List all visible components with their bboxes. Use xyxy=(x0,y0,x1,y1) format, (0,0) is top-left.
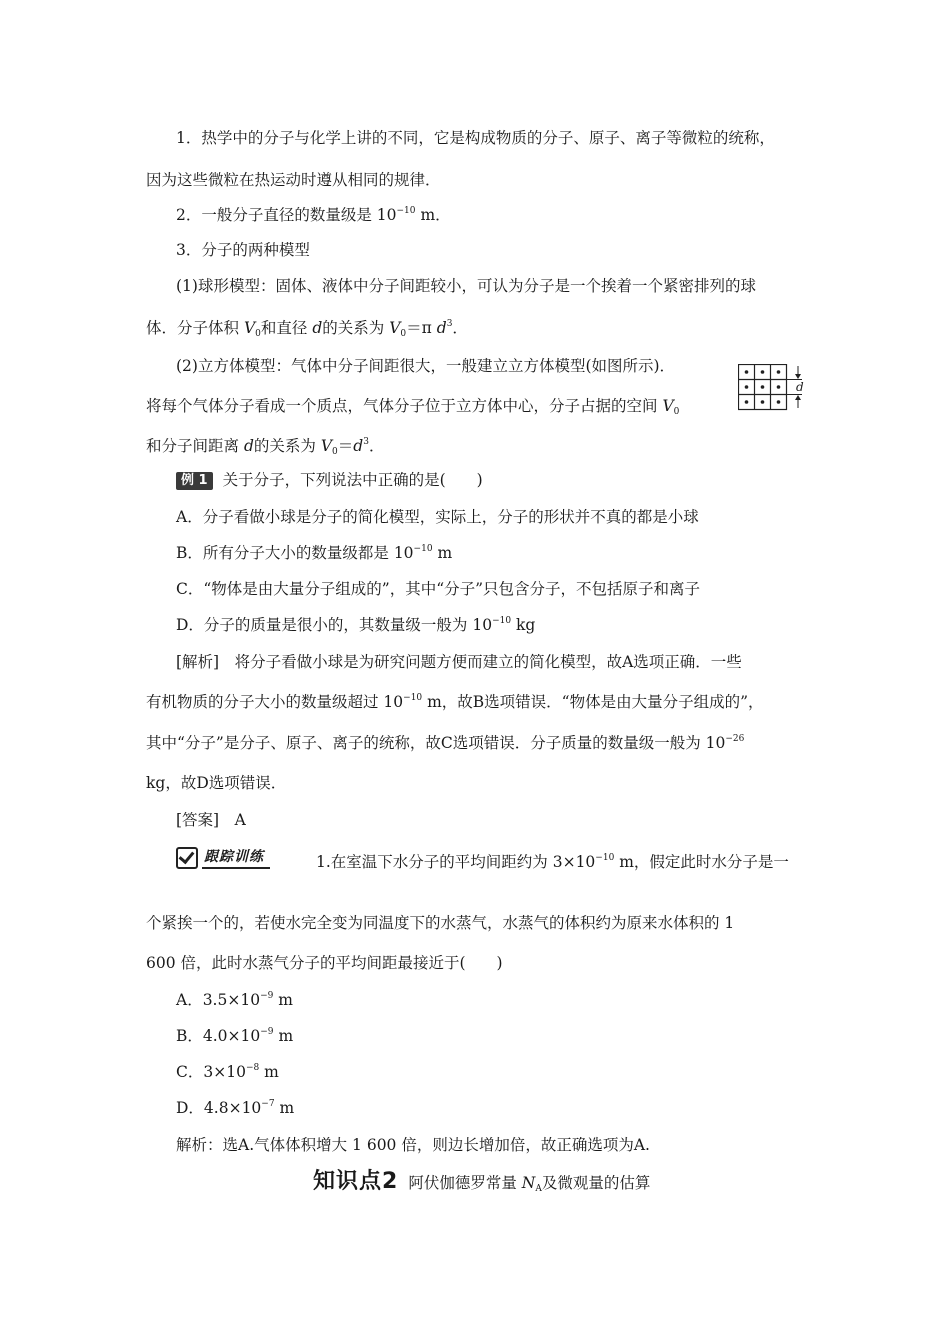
example-badge: 例 1 xyxy=(176,472,213,490)
exercise-line-3: 600 倍，此时水蒸气分子的平均间距最接近于( ) xyxy=(146,954,503,972)
paragraph-5-line-1: (2)立方体模型：气体中分子间距很大，一般建立立方体模型(如图所示)． xyxy=(176,357,676,375)
paragraph-4-line-1: (1)球形模型：固体、液体中分子间距较小，可认为分子是一个挨着一个紧密排列的球 xyxy=(176,277,756,295)
knowledge-point-heading xyxy=(313,1168,650,1197)
analysis-line-4: kg，故D选项错误． xyxy=(146,774,287,792)
analysis-line-3: 其中“分子”是分子、原子、离子的统称，故C选项错误．分子质量的数量级一般为 $10^{-26}$ xyxy=(146,734,745,752)
exercise-option-b: B．$4.0\times 10^{-9}$ m xyxy=(176,1027,294,1045)
exercise-option-a: A．$3.5\times 10^{-9}$ m xyxy=(176,991,293,1009)
exercise-option-c: C．$3\times 10^{-8}$ m xyxy=(176,1063,279,1081)
knowledge-point-text: 阿伏伽德罗常量 $N_A$及微观量的估算 xyxy=(408,1174,651,1194)
paragraph-2: 2．一般分子直径的数量级是 $10^{-10}$ m． xyxy=(176,206,451,224)
check-icon xyxy=(176,847,198,869)
tracking-exercise-header xyxy=(176,846,270,869)
option-d: D．分子的质量是很小的，其数量级一般为 $10^{-10}$ kg xyxy=(176,616,536,634)
exercise-line-2: 个紧挨一个的，若使水完全变为同温度下的水蒸气，水蒸气的体积约为原来水体积的 1 xyxy=(146,914,735,932)
answer: [答案] A xyxy=(176,811,246,829)
paragraph-3: 3．分子的两种模型 xyxy=(176,241,310,259)
paragraph-4-line-2: 体．分子体积 $V_0$和直径 d的关系为 $V_0=\pi$ $d^3$． xyxy=(146,319,468,339)
paragraph-5-line-2: 将每个气体分子看成一个质点，气体分子位于立方体中心，分子占据的空间 $V_0$ xyxy=(146,397,680,417)
exercise-solution: 解析：选A.气体体积增大 1 600 倍，则边长增加倍，故正确选项为A. xyxy=(176,1136,650,1154)
exercise-line-1: 1.在室温下水分子的平均间距约为 $3\times 10^{-10}$ m，假定此时水分子是一 xyxy=(316,853,789,871)
paragraph-1-line-2: 因为这些微粒在热运动时遵从相同的规律． xyxy=(146,171,441,189)
paragraph-1-line-1: 1．热学中的分子与化学上讲的不同，它是构成物质的分子、原子、离子等微粒的统称， xyxy=(176,129,775,147)
option-a: A．分子看做小球是分子的简化模型，实际上，分子的形状并不真的都是小球 xyxy=(176,508,699,526)
option-c: C．“物体是由大量分子组成的”，其中“分子”只包含分子，不包括原子和离子 xyxy=(176,580,701,598)
tracking-label: 跟踪训练 xyxy=(202,846,270,869)
cube-model-figure xyxy=(738,364,810,412)
figure-d-label: d xyxy=(796,380,804,394)
example-1 xyxy=(176,470,483,490)
paragraph-5-line-3: 和分子间距离 d的关系为 $V_0=d^3$． xyxy=(146,437,385,457)
analysis-line-1: [解析] 将分子看做小球是为研究问题方便而建立的简化模型，故A选项正确．一些 xyxy=(176,653,742,671)
analysis-line-2: 有机物质的分子大小的数量级超过 $10^{-10}$ m，故B选项错误．“物体是由大量分子组成的”， xyxy=(146,693,764,711)
exercise-option-d: D．$4.8\times 10^{-7}$ m xyxy=(176,1099,295,1117)
example-question: 关于分子，下列说法中正确的是( ) xyxy=(222,471,483,489)
option-b: B．所有分子大小的数量级都是 $10^{-10}$ m xyxy=(176,544,453,562)
knowledge-point-title: 知识点2 xyxy=(313,1169,399,1194)
